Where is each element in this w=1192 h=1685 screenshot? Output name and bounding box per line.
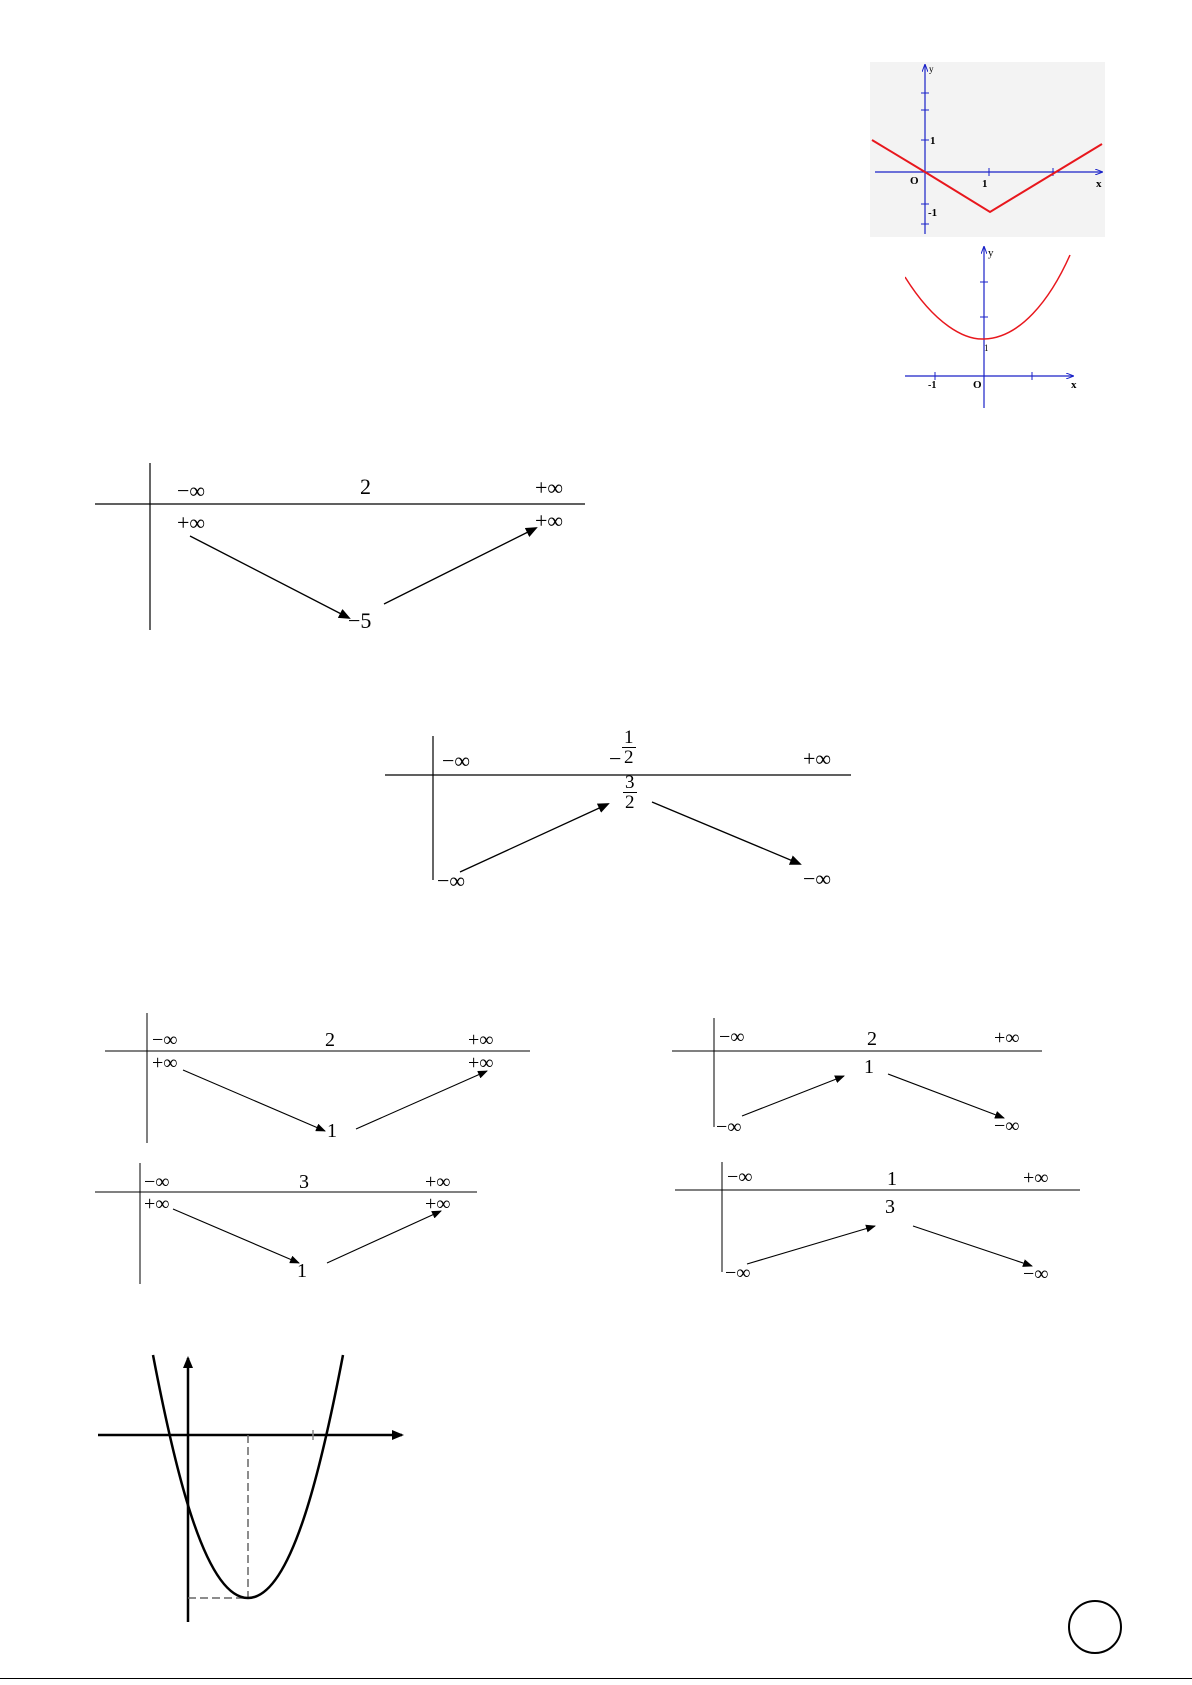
- page-number-circle: [1068, 1600, 1122, 1654]
- origin-label: O: [973, 379, 982, 391]
- graph-parabola-large: [95, 1350, 415, 1640]
- y-tick-label: 1: [984, 343, 989, 353]
- y-left: −∞: [725, 1262, 751, 1284]
- y-axis-label: y: [988, 247, 994, 259]
- y-min: 1: [327, 1120, 337, 1142]
- y-tick-label-neg: -1: [928, 207, 938, 219]
- y-left: +∞: [144, 1193, 170, 1215]
- variation-table-4: [672, 1015, 1052, 1140]
- y-left: −∞: [437, 868, 466, 893]
- arrow-down: [913, 1226, 1032, 1266]
- arrow-up: [747, 1226, 875, 1264]
- y-tick-label-pos: 1: [930, 135, 936, 147]
- y-right: −∞: [803, 866, 832, 891]
- arrow-up: [460, 804, 608, 872]
- arrow-up: [327, 1211, 441, 1263]
- arrow-up: [356, 1071, 487, 1129]
- y-min: −5: [348, 608, 372, 633]
- x-mid: 3: [299, 1171, 309, 1193]
- arrow-down: [173, 1209, 299, 1263]
- y-right: +∞: [535, 508, 564, 533]
- arrow-down: [652, 802, 800, 864]
- y-max-fraction: [623, 773, 637, 812]
- x-mid-den: 2: [624, 747, 634, 768]
- arrow-down: [190, 536, 349, 618]
- x-mid: 1: [887, 1168, 897, 1190]
- footer-divider: [0, 1678, 1192, 1679]
- x-mid: 2: [867, 1028, 877, 1050]
- origin-label: O: [910, 175, 919, 187]
- x-right: +∞: [803, 746, 832, 771]
- x-left: −∞: [727, 1166, 753, 1188]
- arrow-down: [183, 1070, 325, 1131]
- x-left: −∞: [719, 1026, 745, 1048]
- y-left: +∞: [152, 1052, 178, 1074]
- y-max-num: 3: [625, 772, 635, 793]
- variation-table-2: [385, 727, 855, 902]
- y-min: 1: [297, 1260, 307, 1282]
- arrow-up: [384, 528, 536, 604]
- graph-curve: [872, 140, 1102, 212]
- x-mid-sign: −: [609, 746, 622, 771]
- x-right: +∞: [535, 475, 564, 500]
- x-right: +∞: [468, 1029, 494, 1051]
- x-right: +∞: [425, 1171, 451, 1193]
- graph-abs-value-svg: [870, 62, 1105, 237]
- x-right: +∞: [1023, 1167, 1049, 1189]
- graph-parabola-small: [905, 245, 1080, 410]
- x-mid: 2: [360, 474, 371, 499]
- graph-abs-value: [870, 62, 1105, 237]
- x-mid-num: 1: [624, 727, 634, 748]
- arrow-down: [888, 1074, 1004, 1118]
- x-mid-fraction: [622, 728, 636, 767]
- variation-table-5: [95, 1160, 505, 1285]
- x-left: −∞: [442, 748, 471, 773]
- y-left: +∞: [177, 510, 206, 535]
- x-tick-label-neg: -1: [928, 380, 937, 391]
- variation-table-6: [675, 1160, 1085, 1285]
- y-max-den: 2: [625, 792, 635, 813]
- graph-curve: [905, 255, 1070, 339]
- y-right: −∞: [1023, 1263, 1049, 1285]
- x-tick-label: 1: [982, 178, 988, 190]
- variation-table-1: [95, 460, 595, 633]
- y-max: 3: [885, 1196, 895, 1218]
- x-left: −∞: [144, 1171, 170, 1193]
- x-right: +∞: [994, 1027, 1020, 1049]
- y-right: +∞: [425, 1193, 451, 1215]
- arrow-up: [742, 1076, 844, 1116]
- y-right: −∞: [994, 1115, 1020, 1137]
- variation-table-3: [100, 1010, 540, 1145]
- y-right: +∞: [468, 1052, 494, 1074]
- x-mid: 2: [325, 1029, 335, 1051]
- y-left: −∞: [716, 1116, 742, 1138]
- x-axis-label: x: [1096, 178, 1102, 190]
- graph-parabola-large-svg: [95, 1350, 415, 1640]
- y-axis-label: y: [929, 64, 934, 74]
- x-axis-label: x: [1071, 379, 1077, 391]
- y-max: 1: [864, 1056, 874, 1078]
- x-left: −∞: [152, 1029, 178, 1051]
- x-left: −∞: [177, 478, 206, 503]
